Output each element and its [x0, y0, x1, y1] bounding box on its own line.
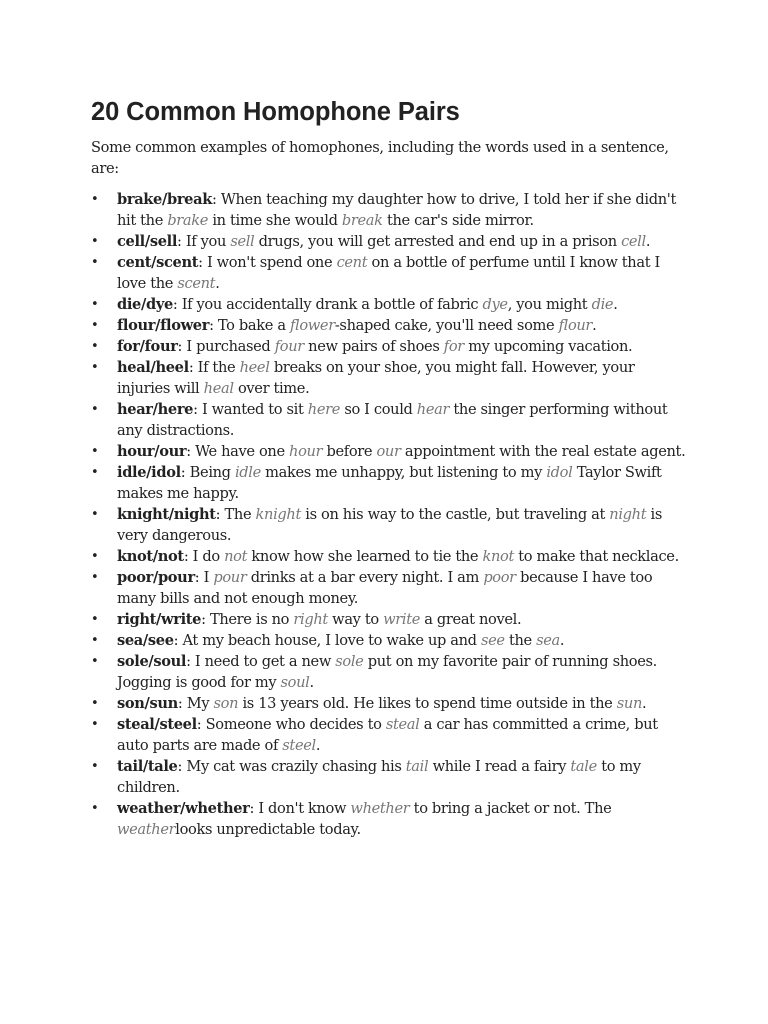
example-word: dye — [482, 296, 508, 313]
list-item — [91, 441, 691, 462]
example-word: write — [383, 611, 420, 628]
example-word: break — [341, 212, 383, 229]
homophone-pair-term: poor/pour — [117, 569, 195, 586]
bullet-icon: • — [91, 801, 99, 816]
homophone-pair-term: knot/not — [117, 548, 184, 565]
sentence-text: : At my beach house, I love to wake up and — [173, 632, 481, 649]
sentence-text: the car's side mirror. — [382, 212, 534, 229]
sentence-text: so I could — [340, 401, 417, 418]
example-word: flower — [289, 317, 335, 334]
example-word: knot — [482, 548, 514, 565]
sentence-text: over time. — [233, 380, 310, 397]
homophone-pair-term: brake/break — [117, 191, 212, 208]
example-word: weather — [117, 821, 176, 838]
document-page — [91, 96, 691, 840]
homophone-pair-term: cent/scent — [117, 254, 199, 271]
sentence-text: in time she would — [208, 212, 342, 229]
example-word: idol — [546, 464, 573, 481]
sentence-text: : I need to get a new — [186, 653, 336, 670]
sentence-text: looks unpredictable today. — [175, 821, 361, 838]
sentence-text: . — [645, 233, 651, 250]
list-item — [91, 693, 691, 714]
example-word: for — [443, 338, 464, 355]
sentence-text: the singer performing without any distractions. — [117, 401, 668, 439]
homophone-pair-term: right/write — [117, 611, 202, 628]
homophone-pair-term: heal/heel — [117, 359, 189, 376]
sentence-text: : There is no — [201, 611, 294, 628]
sentence-text: way to — [327, 611, 384, 628]
bullet-icon: • — [91, 570, 99, 585]
homophone-pair-term: sea/see — [117, 632, 174, 649]
sentence-text: know how she learned to tie the — [247, 548, 483, 565]
homophone-pair-term: weather/whether — [117, 800, 250, 817]
list-item — [91, 567, 691, 609]
homophone-pair-term: hour/our — [117, 443, 187, 460]
sentence-text: . — [315, 737, 321, 754]
sentence-text: . — [559, 632, 565, 649]
sentence-text: to bring a jacket or not. The — [409, 800, 612, 817]
list-item — [91, 756, 691, 798]
bullet-icon: • — [91, 465, 99, 480]
sentence-text: makes me unhappy, but listening to my — [260, 464, 547, 481]
example-word: heel — [239, 359, 270, 376]
list-item — [91, 252, 691, 294]
sentence-text: . — [613, 296, 618, 313]
example-word: hear — [416, 401, 450, 418]
example-word: night — [609, 506, 647, 523]
bullet-icon: • — [91, 339, 99, 354]
sentence-text: breaks on your shoe, you might fall. However, your injuries will — [117, 359, 635, 397]
bullet-icon: • — [91, 192, 99, 207]
example-word: knight — [255, 506, 301, 523]
example-word: our — [376, 443, 401, 460]
sentence-text: while I read a fairy — [428, 758, 571, 775]
example-word: see — [480, 632, 505, 649]
list-item — [91, 189, 691, 231]
sentence-text: is very dangerous. — [117, 506, 662, 544]
example-word: brake — [167, 212, 209, 229]
sentence-text: is on his way to the castle, but traveling at — [300, 506, 610, 523]
example-word: cell — [621, 233, 646, 250]
list-item — [91, 651, 691, 693]
homophone-pair-term: cell/sell — [117, 233, 178, 250]
list-item — [91, 231, 691, 252]
sentence-text: . — [642, 695, 647, 712]
homophone-pair-term: flour/flower — [117, 317, 210, 334]
bullet-icon: • — [91, 444, 99, 459]
homophone-pair-term: knight/night — [117, 506, 216, 523]
list-item — [91, 315, 691, 336]
homophone-pair-term: idle/idol — [117, 464, 181, 481]
example-word: scent — [177, 275, 216, 292]
sentence-text: before — [322, 443, 377, 460]
bullet-icon: • — [91, 549, 99, 564]
sentence-text: : To bake a — [209, 317, 290, 334]
bullet-icon: • — [91, 360, 99, 375]
sentence-text: put on my favorite pair of running shoes. Jogging is good for my — [117, 653, 657, 691]
example-word: not — [224, 548, 248, 565]
example-word: heal — [203, 380, 234, 397]
example-word: son — [213, 695, 239, 712]
sentence-text: new pairs of shoes — [303, 338, 444, 355]
sentence-text: : My — [177, 695, 214, 712]
homophone-pair-term: sole/soul — [117, 653, 187, 670]
example-word: die — [591, 296, 614, 313]
sentence-text: : If you — [177, 233, 231, 250]
bullet-icon: • — [91, 717, 99, 732]
bullet-icon: • — [91, 234, 99, 249]
example-word: flour — [558, 317, 593, 334]
list-item — [91, 714, 691, 756]
bullet-icon: • — [91, 255, 99, 270]
homophone-pair-term: tail/tale — [117, 758, 178, 775]
example-word: pour — [213, 569, 247, 586]
bullet-icon: • — [91, 297, 99, 312]
sentence-text: : If you accidentally drank a bottle of fabric — [172, 296, 483, 313]
bullet-icon: • — [91, 402, 99, 417]
sentence-text: : I do — [183, 548, 225, 565]
sentence-text: : When teaching my daughter how to drive, I told her if she didn't hit the — [117, 191, 676, 229]
intro-paragraph: Some common examples of homophones, including the words used in a sentence, are: — [91, 139, 669, 177]
sentence-text: : If the — [188, 359, 240, 376]
list-item — [91, 462, 691, 504]
list-item — [91, 798, 691, 840]
sentence-text: Taylor Swift makes me happy. — [117, 464, 662, 502]
example-word: sun — [616, 695, 643, 712]
sentence-text: : Being — [180, 464, 235, 481]
list-item — [91, 357, 691, 399]
list-item — [91, 294, 691, 315]
example-word: here — [307, 401, 341, 418]
example-word: sell — [230, 233, 255, 250]
example-word: tail — [405, 758, 429, 775]
sentence-text: appointment with the real estate agent. — [400, 443, 686, 460]
bullet-icon: • — [91, 633, 99, 648]
example-word: sea — [536, 632, 560, 649]
bullet-icon: • — [91, 696, 99, 711]
list-item — [91, 504, 691, 546]
example-word: cent — [336, 254, 368, 271]
bullet-icon: • — [91, 612, 99, 627]
list-item — [91, 399, 691, 441]
sentence-text: : I purchased — [177, 338, 275, 355]
sentence-text: . — [215, 275, 220, 292]
homophone-pair-term: steal/steel — [117, 716, 197, 733]
sentence-text: drinks at a bar every night. I am — [246, 569, 484, 586]
example-word: four — [274, 338, 304, 355]
sentence-text: : We have one — [186, 443, 290, 460]
sentence-text: on a bottle of perfume until I know that I love the — [117, 254, 660, 292]
sentence-text: a great novel. — [420, 611, 522, 628]
sentence-text: the — [504, 632, 537, 649]
homophone-pair-term: son/sun — [117, 695, 178, 712]
sentence-text: -shaped cake, you'll need some — [334, 317, 559, 334]
sentence-text: : I won't spend one — [198, 254, 337, 271]
page-title: 20 Common Homophone Pairs — [91, 98, 460, 126]
homophone-list — [91, 189, 691, 840]
sentence-text: a car has committed a crime, but auto parts are made of — [117, 716, 658, 754]
example-word: poor — [483, 569, 516, 586]
sentence-text: my upcoming vacation. — [463, 338, 633, 355]
bullet-icon: • — [91, 318, 99, 333]
sentence-text: : I don't know — [249, 800, 351, 817]
sentence-text: because I have too many bills and not enough money. — [117, 569, 653, 607]
example-word: hour — [289, 443, 323, 460]
example-word: right — [293, 611, 328, 628]
sentence-text: : The — [215, 506, 256, 523]
example-word: idle — [234, 464, 261, 481]
homophone-pair-term: die/dye — [117, 296, 173, 313]
sentence-text: drugs, you will get arrested and end up in a prison — [254, 233, 622, 250]
example-word: whether — [350, 800, 410, 817]
sentence-text: to make that necklace. — [513, 548, 679, 565]
list-item — [91, 336, 691, 357]
list-item — [91, 546, 691, 567]
sentence-text: is 13 years old. He likes to spend time outside in the — [238, 695, 617, 712]
example-word: steel — [282, 737, 316, 754]
sentence-text: : Someone who decides to — [196, 716, 386, 733]
bullet-icon: • — [91, 507, 99, 522]
sentence-text: to my children. — [117, 758, 641, 796]
homophone-pair-term: hear/here — [117, 401, 194, 418]
bullet-icon: • — [91, 759, 99, 774]
example-word: tale — [570, 758, 597, 775]
example-word: soul — [280, 674, 310, 691]
bullet-icon: • — [91, 654, 99, 669]
sentence-text: : I — [194, 569, 214, 586]
sentence-text: . — [592, 317, 597, 334]
list-item — [91, 630, 691, 651]
sentence-text: : I wanted to sit — [193, 401, 308, 418]
homophone-pair-term: for/four — [117, 338, 178, 355]
sentence-text: . — [309, 674, 314, 691]
sentence-text: , you might — [507, 296, 592, 313]
sentence-text: : My cat was crazily chasing his — [177, 758, 406, 775]
example-word: sole — [335, 653, 364, 670]
list-item — [91, 609, 691, 630]
example-word: steal — [385, 716, 420, 733]
